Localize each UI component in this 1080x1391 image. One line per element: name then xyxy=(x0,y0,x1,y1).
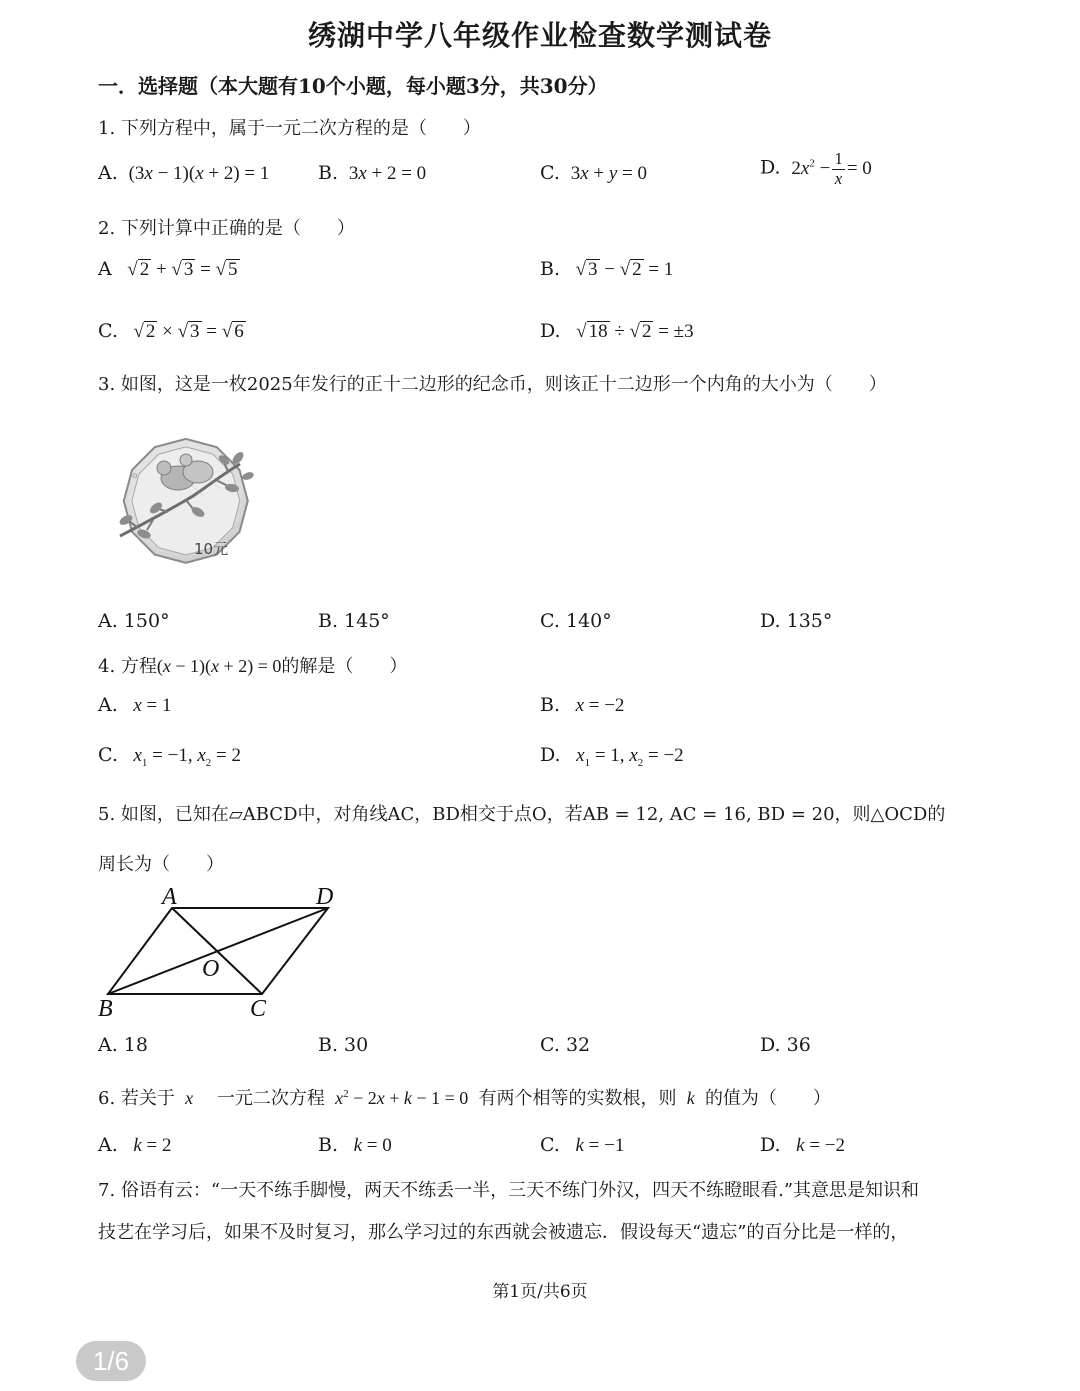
vertex-label-c: C xyxy=(250,996,267,1020)
q1-option-b[interactable] xyxy=(318,162,426,185)
q6-a-formula: k = 2 xyxy=(133,1135,172,1156)
q2-d-formula: √ 18 ÷ √ 2 = ±3 xyxy=(566,321,694,342)
q2-a-formula: √ 2 + √ 3 = √ 5 xyxy=(117,259,238,280)
q2-option-c[interactable] xyxy=(98,320,246,343)
q6-stem-mid: 一元二次方程 xyxy=(216,1088,325,1109)
option-label: D. xyxy=(540,320,561,342)
q2-option-d[interactable] xyxy=(540,320,694,343)
q4-option-c[interactable] xyxy=(98,744,241,769)
q6-option-c[interactable] xyxy=(540,1134,624,1157)
q6-stem-end: 的值为（ ） xyxy=(704,1088,831,1109)
page-indicator[interactable]: 1/6 xyxy=(76,1341,146,1381)
q4-option-d[interactable] xyxy=(540,744,684,769)
option-label: B. xyxy=(540,694,561,716)
q2-option-a[interactable] xyxy=(98,258,240,281)
coin-denomination: 10元 xyxy=(194,540,229,558)
option-label: C. xyxy=(98,320,118,342)
q6-stem-suffix: 有两个相等的实数根，则 xyxy=(478,1088,677,1109)
page-title: 绣湖中学八年级作业检查数学测试卷 xyxy=(307,19,772,52)
q2-c-formula: √ 2 × √ 3 = √ 6 xyxy=(123,321,244,342)
section-heading: 一．选择题（本大题有10个小题，每小题3分，共30分） xyxy=(98,74,608,98)
vertex-label-d: D xyxy=(316,884,334,910)
option-label: D. xyxy=(760,1134,781,1156)
q6-equation: $x^2 - 2x + k - 1 = 0$ xyxy=(335,1088,473,1108)
option-label: A xyxy=(98,258,112,280)
q6-c-formula: k = −1 xyxy=(575,1135,625,1156)
option-label: D. xyxy=(760,156,781,179)
q3-option-a[interactable]: A. 150° xyxy=(98,610,170,632)
commemorative-coin-image xyxy=(98,416,273,586)
q1-b-formula: 3x + 2 = 0 xyxy=(344,163,427,184)
option-label: A. xyxy=(98,694,118,716)
parallelogram-diagram xyxy=(96,884,356,1020)
q1-d-formula: $2x^2$ − $\frac{1}{x}$ = 0 xyxy=(786,149,872,188)
point-label-o: O xyxy=(202,956,220,982)
option-label: C. xyxy=(540,1134,560,1156)
q5-option-b[interactable]: B. 30 xyxy=(318,1034,369,1056)
q6-variable-k: k xyxy=(682,1088,700,1108)
q4-stem-prefix: 4. 方程 xyxy=(98,656,157,677)
q6-option-b[interactable] xyxy=(318,1134,392,1157)
q1-option-c[interactable] xyxy=(540,162,647,185)
q6-option-a[interactable] xyxy=(98,1134,171,1157)
q5-option-c[interactable]: C. 32 xyxy=(540,1034,591,1056)
page-footer: 第1页/共6页 xyxy=(492,1282,588,1302)
option-label: B. xyxy=(318,1134,339,1156)
vertex-label-b: B xyxy=(98,996,113,1020)
question-5-stem-line2: 周长为（ ） xyxy=(98,854,224,875)
q4-d-formula: $x_1 = 1$, $x_2 = -2$ xyxy=(576,745,684,769)
q4-a-formula: x = 1 xyxy=(133,695,172,716)
question-6-stem xyxy=(98,1084,831,1110)
vertex-label-a: A xyxy=(162,884,177,910)
q3-option-c[interactable]: C. 140° xyxy=(540,610,612,632)
q2-option-b[interactable] xyxy=(540,258,673,281)
option-label: A. xyxy=(98,162,118,184)
option-label: B. xyxy=(318,162,339,184)
q4-equation: (x − 1)(x + 2) = 0 xyxy=(156,656,282,676)
q1-option-a[interactable] xyxy=(98,162,269,185)
q1-c-formula: 3x + y = 0 xyxy=(565,163,648,184)
question-7-line2: 技艺在学习后，如果不及时复习，那么学习过的东西就会被遗忘．假设每天“遗忘”的百分比是一样的， xyxy=(98,1222,909,1243)
q5-option-a[interactable]: A. 18 xyxy=(98,1034,148,1056)
q6-d-formula: k = −2 xyxy=(796,1135,846,1156)
q4-c-formula: $x_1 = -1$, $x_2 = 2$ xyxy=(133,745,241,769)
question-2-stem: 2. 下列计算中正确的是（ ） xyxy=(98,218,355,239)
q6-stem-prefix: 6. 若关于 xyxy=(98,1088,175,1109)
option-label: C. xyxy=(540,162,560,184)
option-label: A. xyxy=(98,1134,118,1156)
q2-b-formula: √ 3 − √ 2 = 1 xyxy=(566,259,674,280)
q3-option-b[interactable]: B. 145° xyxy=(318,610,390,632)
q6-variable-x: x xyxy=(180,1088,212,1108)
q4-stem-suffix: 的解是（ ） xyxy=(281,656,408,677)
q4-option-a[interactable] xyxy=(98,694,171,717)
question-5-stem-line1: 5. 如图，已知在▱ABCD中，对角线AC，BD相交于点O，若AB = 12, AC = 16, BD = 20，则△OCD的 xyxy=(98,804,946,825)
option-label: C. xyxy=(98,744,118,766)
coin-small-mark: ⊙ xyxy=(132,472,138,480)
option-label: D. xyxy=(540,744,561,766)
option-label: B. xyxy=(540,258,561,280)
q4-option-b[interactable] xyxy=(540,694,624,717)
q4-b-formula: x = −2 xyxy=(575,695,625,716)
q1-option-d[interactable] xyxy=(760,150,872,188)
question-4-stem xyxy=(98,652,407,678)
question-3-stem: 3. 如图，这是一枚2025年发行的正十二边形的纪念币，则该正十二边形一个内角的大小为（ ） xyxy=(98,374,887,395)
question-1-stem: 1. 下列方程中，属于一元二次方程的是（ ） xyxy=(98,118,481,139)
q6-b-formula: k = 0 xyxy=(353,1135,392,1156)
q5-option-d[interactable]: D. 36 xyxy=(760,1034,811,1056)
q1-a-formula: (3x − 1)(x + 2) = 1 xyxy=(123,163,270,184)
question-7-line1: 7. 俗语有云：“一天不练手脚慢，两天不练丢一半，三天不练门外汉，四天不练瞪眼看.”其意思是知识和 xyxy=(98,1180,920,1201)
q6-option-d[interactable] xyxy=(760,1134,845,1157)
q3-option-d[interactable]: D. 135° xyxy=(760,610,833,632)
